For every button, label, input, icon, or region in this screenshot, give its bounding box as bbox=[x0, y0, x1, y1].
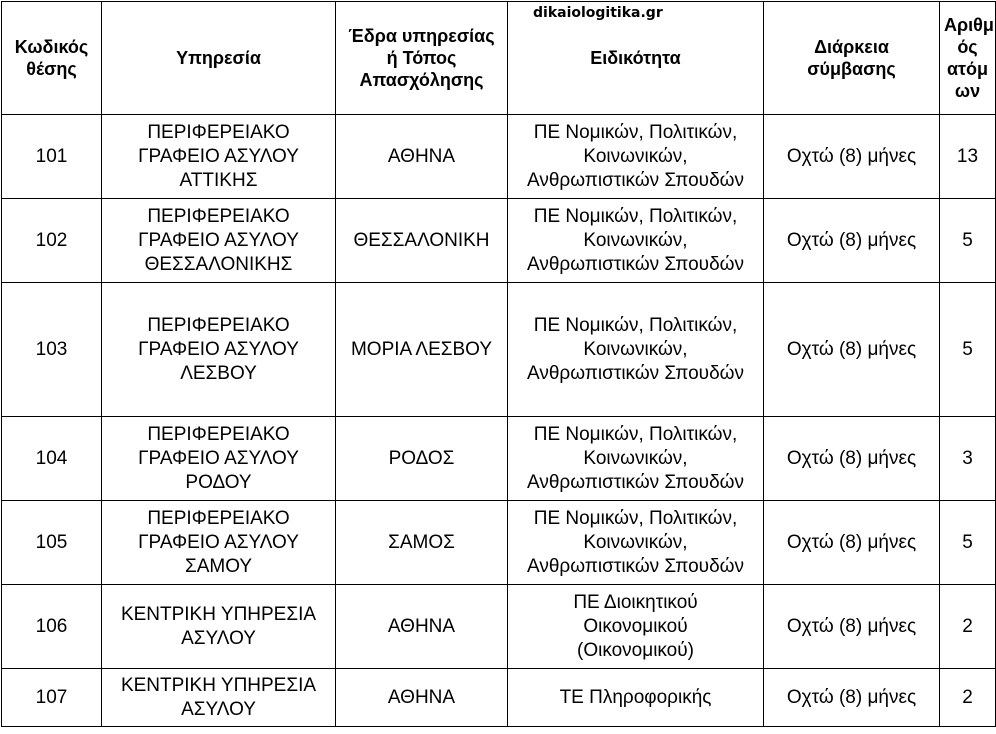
seat-text: ΑΘΗΝΑ bbox=[387, 615, 456, 637]
seat-text: ΜΟΡΙΑ ΛΕΣΒΟΥ bbox=[350, 338, 493, 360]
cell-specialty bbox=[508, 283, 764, 417]
cell-seat bbox=[336, 283, 508, 417]
count-text: 5 bbox=[962, 531, 973, 553]
cell-count bbox=[940, 501, 996, 585]
cell-duration bbox=[764, 417, 940, 501]
header-row bbox=[2, 2, 996, 115]
cell-specialty bbox=[508, 501, 764, 585]
table-row bbox=[2, 501, 996, 585]
cell-code bbox=[2, 115, 102, 199]
specialty-text: ΠΕ Νομικών, Πολιτικών, Κοινωνικών, Ανθρωπιστικών Σπουδών bbox=[527, 423, 744, 493]
cell-specialty bbox=[508, 417, 764, 501]
seat-text: ΑΘΗΝΑ bbox=[387, 145, 456, 167]
cell-code bbox=[2, 283, 102, 417]
cell-service bbox=[102, 585, 336, 669]
positions-table bbox=[1, 1, 996, 727]
watermark: dikaiologitika.gr bbox=[533, 5, 663, 21]
cell-duration bbox=[764, 115, 940, 199]
header-service: Υπηρεσία bbox=[102, 2, 336, 115]
cell-duration bbox=[764, 501, 940, 585]
cell-service bbox=[102, 417, 336, 501]
count-text: 2 bbox=[962, 615, 973, 637]
cell-code bbox=[2, 417, 102, 501]
cell-service bbox=[102, 669, 336, 727]
cell-code bbox=[2, 199, 102, 283]
service-text: ΠΕΡΙΦΕΡΕΙΑΚΟ ΓΡΑΦΕΙΟ ΑΣΥΛΟΥ ΡΟΔΟΥ bbox=[138, 423, 299, 493]
cell-service bbox=[102, 283, 336, 417]
cell-duration bbox=[764, 585, 940, 669]
cell-code bbox=[2, 585, 102, 669]
specialty-text: ΤΕ Πληροφορικής bbox=[559, 686, 712, 708]
specialty-text: ΠΕ Νομικών, Πολιτικών, Κοινωνικών, Ανθρωπιστικών Σπουδών bbox=[527, 314, 744, 384]
cell-count bbox=[940, 417, 996, 501]
specialty-text: ΠΕ Διοικητικού Οικονομικού (Οικονομικού) bbox=[573, 591, 698, 661]
table-row bbox=[2, 283, 996, 417]
count-text: 13 bbox=[956, 145, 979, 167]
seat-text: ΣΑΜΟΣ bbox=[388, 531, 455, 553]
code-text: 101 bbox=[35, 145, 68, 167]
header-count: Αριθμ ός ατόμ ων bbox=[940, 2, 996, 115]
cell-service bbox=[102, 115, 336, 199]
cell-specialty bbox=[508, 585, 764, 669]
count-text: 3 bbox=[962, 447, 973, 469]
specialty-text: ΠΕ Νομικών, Πολιτικών, Κοινωνικών, Ανθρωπιστικών Σπουδών bbox=[527, 121, 744, 191]
specialty-text: ΠΕ Νομικών, Πολιτικών, Κοινωνικών, Ανθρωπιστικών Σπουδών bbox=[527, 507, 744, 577]
duration-text: Οχτώ (8) μήνες bbox=[786, 338, 917, 360]
code-text: 104 bbox=[35, 447, 68, 469]
header-code: Κωδικός θέσης bbox=[2, 2, 102, 115]
table-row bbox=[2, 669, 996, 727]
cell-count bbox=[940, 669, 996, 727]
duration-text: Οχτώ (8) μήνες bbox=[786, 447, 917, 469]
cell-seat bbox=[336, 585, 508, 669]
code-text: 106 bbox=[35, 615, 68, 637]
cell-specialty bbox=[508, 669, 764, 727]
service-text: ΠΕΡΙΦΕΡΕΙΑΚΟ ΓΡΑΦΕΙΟ ΑΣΥΛΟΥ ΘΕΣΣΑΛΟΝΙΚΗΣ bbox=[138, 205, 299, 275]
cell-specialty bbox=[508, 199, 764, 283]
table-row bbox=[2, 199, 996, 283]
seat-text: ΘΕΣΣΑΛΟΝΙΚΗ bbox=[353, 229, 490, 251]
table-row bbox=[2, 115, 996, 199]
duration-text: Οχτώ (8) μήνες bbox=[786, 531, 917, 553]
cell-seat bbox=[336, 501, 508, 585]
cell-seat bbox=[336, 417, 508, 501]
code-text: 105 bbox=[35, 531, 68, 553]
cell-count bbox=[940, 585, 996, 669]
cell-seat bbox=[336, 199, 508, 283]
service-text: ΚΕΝΤΡΙΚΗ ΥΠΗΡΕΣΙΑ ΑΣΥΛΟΥ bbox=[120, 603, 317, 649]
cell-duration bbox=[764, 283, 940, 417]
count-text: 5 bbox=[962, 229, 973, 251]
seat-text: ΑΘΗΝΑ bbox=[387, 686, 456, 708]
cell-count bbox=[940, 283, 996, 417]
table-row bbox=[2, 417, 996, 501]
cell-seat bbox=[336, 115, 508, 199]
service-text: ΠΕΡΙΦΕΡΕΙΑΚΟ ΓΡΑΦΕΙΟ ΑΣΥΛΟΥ ΛΕΣΒΟΥ bbox=[138, 314, 299, 384]
seat-text: ΡΟΔΟΣ bbox=[388, 447, 455, 469]
count-text: 2 bbox=[962, 686, 973, 708]
cell-duration bbox=[764, 669, 940, 727]
service-text: ΠΕΡΙΦΕΡΕΙΑΚΟ ΓΡΑΦΕΙΟ ΑΣΥΛΟΥ ΣΑΜΟΥ bbox=[138, 507, 299, 577]
cell-seat bbox=[336, 669, 508, 727]
header-duration: Διάρκεια σύμβασης bbox=[764, 2, 940, 115]
cell-duration bbox=[764, 199, 940, 283]
duration-text: Οχτώ (8) μήνες bbox=[786, 615, 917, 637]
specialty-text: ΠΕ Νομικών, Πολιτικών, Κοινωνικών, Ανθρωπιστικών Σπουδών bbox=[527, 205, 744, 275]
code-text: 107 bbox=[35, 686, 68, 708]
cell-count bbox=[940, 199, 996, 283]
cell-count bbox=[940, 115, 996, 199]
cell-code bbox=[2, 669, 102, 727]
service-text: ΠΕΡΙΦΕΡΕΙΑΚΟ ΓΡΑΦΕΙΟ ΑΣΥΛΟΥ ΑΤΤΙΚΗΣ bbox=[138, 121, 299, 191]
duration-text: Οχτώ (8) μήνες bbox=[786, 229, 917, 251]
cell-service bbox=[102, 199, 336, 283]
duration-text: Οχτώ (8) μήνες bbox=[786, 145, 917, 167]
header-seat: Έδρα υπηρεσίας ή Τόπος Απασχόλησης bbox=[336, 2, 508, 115]
cell-code bbox=[2, 501, 102, 585]
duration-text: Οχτώ (8) μήνες bbox=[786, 686, 917, 708]
service-text: ΚΕΝΤΡΙΚΗ ΥΠΗΡΕΣΙΑ ΑΣΥΛΟΥ bbox=[120, 674, 317, 720]
cell-service bbox=[102, 501, 336, 585]
cell-specialty bbox=[508, 115, 764, 199]
table-row bbox=[2, 585, 996, 669]
count-text: 5 bbox=[962, 338, 973, 360]
code-text: 102 bbox=[35, 229, 68, 251]
header-specialty: Ειδικότητα bbox=[508, 2, 764, 115]
code-text: 103 bbox=[35, 338, 68, 360]
